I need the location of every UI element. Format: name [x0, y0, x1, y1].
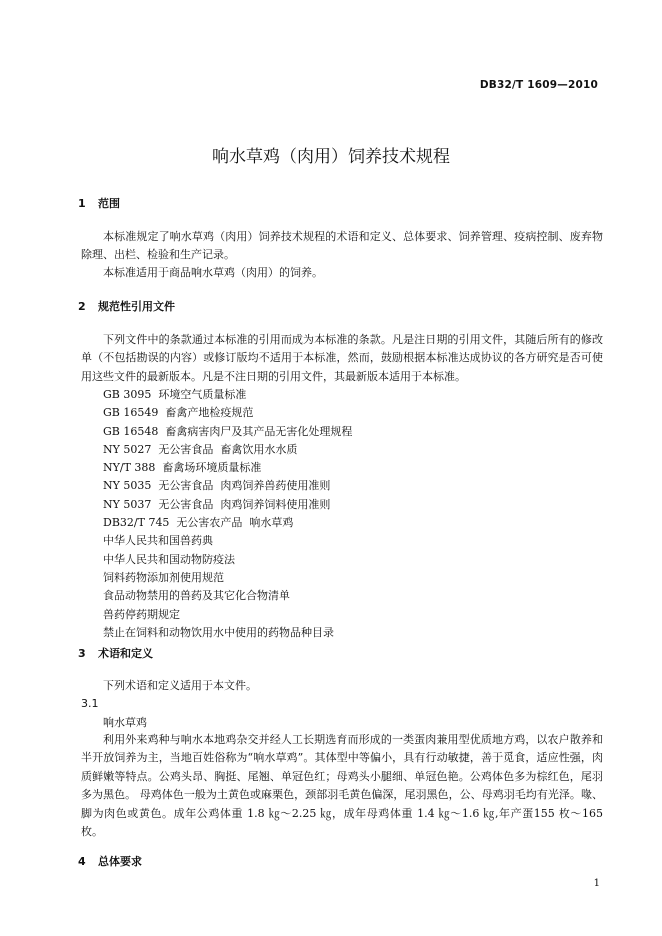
reference-item: 兽药停药期规定: [103, 607, 180, 621]
reference-item: DB32/T 745 无公害农产品 响水草鸡: [103, 516, 294, 530]
reference-item: 中华人民共和国动物防疫法: [103, 552, 235, 566]
reference-item: 饲料药物添加剂使用规范: [103, 570, 224, 584]
section-1-paragraph-2: 本标准适用于商品响水草鸡（肉用）的饲养。: [103, 266, 323, 279]
section-4-title: 总体要求: [98, 855, 142, 868]
page-number: 1: [593, 878, 600, 889]
reference-item: GB 16549 畜禽产地检疫规范: [103, 406, 254, 420]
section-4-number: 4: [78, 855, 86, 868]
section-3-intro: 下列术语和定义适用于本文件。: [103, 679, 257, 692]
section-1-number: 1: [78, 197, 86, 210]
reference-item: 食品动物禁用的兽药及其它化合物清单: [103, 589, 290, 603]
section-1-paragraph-1: 本标准规定了响水草鸡（肉用）饲养技术规程的术语和定义、总体要求、饲养管理、疫病控制、废弃物除理、出栏、检验和生产记录。: [81, 230, 603, 262]
reference-item: NY 5027 无公害食品 畜禽饮用水水质: [103, 442, 298, 456]
section-1-title: 范围: [98, 197, 120, 210]
reference-item: GB 16548 畜禽病害肉尸及其产品无害化处理规程: [103, 424, 353, 438]
section-4-heading: [78, 853, 142, 869]
section-2-title: 规范性引用文件: [98, 300, 175, 313]
document-title: 响水草鸡（肉用）饲养技术规程: [212, 147, 450, 167]
section-3-number: 3: [78, 647, 86, 660]
reference-item: GB 3095 环境空气质量标准: [103, 388, 247, 401]
term-definition: 利用外来鸡种与响水本地鸡杂交并经人工长期选育而形成的一类蛋肉兼用型优质地方鸡，以农户散养和半开放饲养为主，当地百姓俗称为“响水草鸡”。其体型中等偏小，具有行动敏捷，善于觅食，适应性强，肉质鲜嫩等特点。公鸡头昂、胸挺、尾翘、单冠色红；母鸡头小腿细、单冠色艳。公鸡体色多为棕红色，尾羽多为黑色。 母鸡体色一般为土黄色或麻栗色，颈部羽毛黄色偏深，尾羽黑色，公、母鸡羽毛均有光泽。喙、脚为肉色或黄色。成年公鸡体重 1.8 ㎏～2.25 ㎏，成年母鸡体重 1.4 ㎏～1.6 ㎏,年产蛋155 枚～165 枚。: [81, 733, 603, 839]
reference-item: NY 5035 无公害食品 肉鸡饲养兽药使用准则: [103, 479, 331, 493]
reference-list: [103, 386, 352, 642]
standard-code: DB32/T 1609—2010: [479, 79, 598, 91]
section-3-heading: [78, 645, 153, 661]
reference-item: 中华人民共和国兽药典: [103, 534, 213, 548]
subsection-number: 3.1: [81, 697, 99, 710]
reference-item: 禁止在饲料和动物饮用水中使用的药物品种目录: [103, 625, 334, 639]
section-2-intro: 下列文件中的条款通过本标准的引用而成为本标准的条款。凡是注日期的引用文件，其随后所有的修改单（不包括勘误的内容）或修订版均不适用于本标准，然而，鼓励根据本标准达成协议的各方研究是否可使用这些文件的最新版本。凡是不注日期的引用文件，其最新版本适用于本标准。: [81, 333, 603, 383]
section-3-title: 术语和定义: [98, 647, 153, 660]
section-2-number: 2: [78, 300, 86, 313]
reference-item: NY 5037 无公害食品 肉鸡饲养饲料使用准则: [103, 497, 331, 511]
section-1-heading: [78, 195, 120, 211]
subsection-term: 响水草鸡: [103, 716, 147, 729]
section-2-heading: [78, 298, 175, 314]
reference-item: NY/T 388 畜禽场环境质量标准: [103, 461, 262, 475]
